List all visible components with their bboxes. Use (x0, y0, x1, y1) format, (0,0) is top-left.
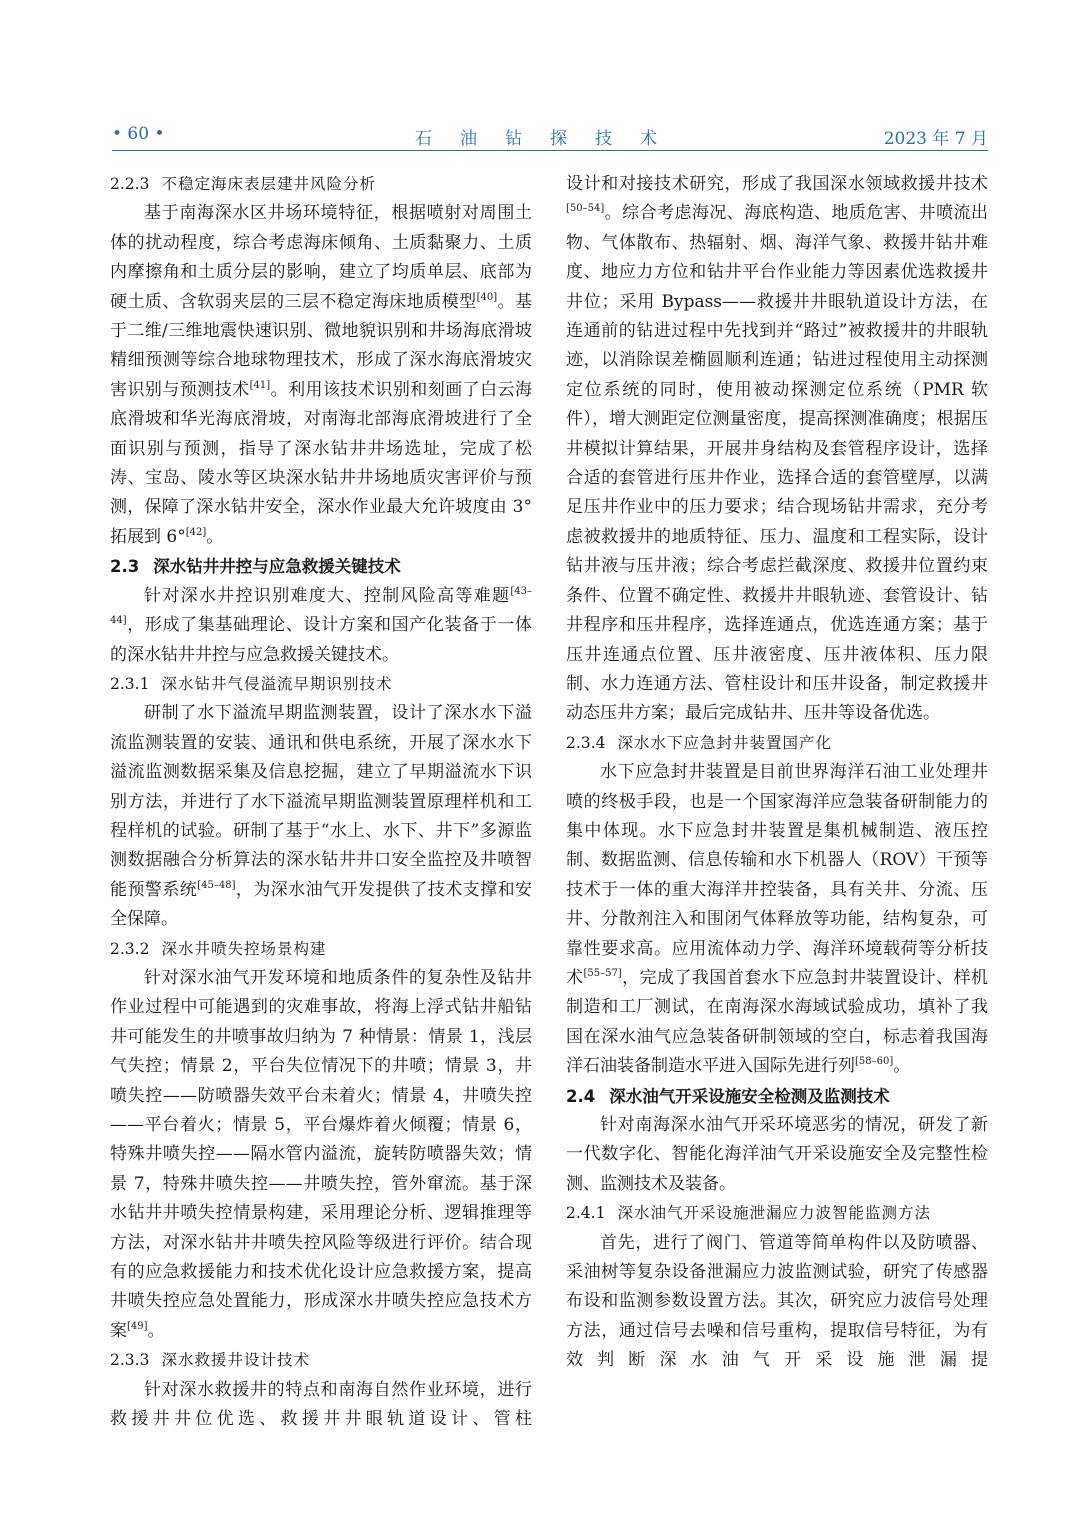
subsection-heading-2-3-2: 2.3.2 深水井喷失控场景构建 (110, 939, 327, 958)
journal-title: 石油钻探技术 (415, 129, 685, 149)
paragraph-2-3-4: 水下应急封井装置是目前世界海洋石油工业处理井喷的终极手段，也是一个国家海洋应急装备研制能力的集中体现。水下应急封井装置是集机械制造、液压控制、数据监测、信息传输和水下机器人（ROV）干预等技术于一体的重大海洋井控装备，具有关井、分流、压井、分散剂注入和围闭气体释放等功能，结构复杂，可靠性要求高。应用流体动力学、海洋环境载荷等分析技术[55–57]，完成了我国首套水下应急封井装置设计、样机制造和工厂测试，在南海深水海域试验成功，填补了我国在深水油气应急装备研制领域的空白，标志着我国海洋石油装备制造水平进入国际先进行列[58–60]。 (566, 762, 989, 1077)
citation-50-54[interactable]: [50–54] (566, 203, 605, 215)
page-number: • 60 • (112, 124, 165, 144)
citation-45-48[interactable]: [45–48] (197, 879, 236, 891)
page-header (112, 122, 988, 151)
section-heading-2-4: 2.4 深水油气开采设施安全检测及监测技术 (566, 1086, 890, 1106)
issue-date: 2023 年 7 月 (883, 129, 988, 149)
paragraph-2-3-2: 针对深水油气开发环境和地质条件的复杂性及钻井作业过程中可能遇到的灾难事故，将海上浮式钻井船钻井可能发生的井喷事故归纳为 7 种情景：情景 1，浅层气失控；情景 2，平台失位情况下的井喷；情景 3，井喷失控——防喷器失效平台未着火；情景 4，井喷失控——平台着火；情景 5，平台爆炸着火倾覆；情景 6，特殊井喷失控——隔水管内溢流，旋转防喷器失效；情景 7，特殊井喷失控——井喷失控，管外窜流。基于深水钻井井喷失控情景构建，采用理论分析、逻辑推理等方法，对深水钻井井喷失控风险等级进行评价。结合现有的应急救援能力和技术优化设计应急救援方案，提高井喷失控应急处置能力，形成深水井喷失控应急技术方案[49]。 (110, 967, 532, 1341)
citation-41[interactable]: [41] (249, 379, 271, 391)
citation-55-57[interactable]: [55–57] (583, 967, 622, 979)
subsection-heading-2-4-1: 2.4.1 深水油气开采设施泄漏应力波智能监测方法 (566, 1204, 931, 1223)
citation-40[interactable]: [40] (476, 291, 498, 303)
paragraph-2-4: 针对南海深水油气开采环境恶劣的情况，研发了新一代数字化、智能化海洋油气开采设施安全及完整性检测、监测技术及装备。 (566, 1115, 988, 1194)
paragraph-2-2-3: 基于南海深水区井场环境特征，根据喷射对周围土体的扰动程度，综合考虑海床倾角、土质黏聚力、土质内摩擦角和土质分层的影响，建立了均质单层、底部为硬土质、含软弱夹层的三层不稳定海床地质模型[40]。基于二维/三维地震快速识别、微地貌识别和井场海底滑坡精细预测等综合地球物理技术，形成了深水海底滑坡灾害识别与预测技术[41]。利用该技术识别和刻画了白云海底滑坡和华光海底滑坡，对南海北部海底滑坡进行了全面识别与预测，指导了深水钻井井场选址，完成了松涛、宝岛、陵水等区块深水钻井井场地质灾害评价与预测，保障了深水钻井安全，深水作业最大允许坡度由 3°拓展到 6°[42]。 (110, 203, 533, 547)
subsection-heading-2-2-3: 2.2.3 不稳定海床表层建井风险分析 (110, 175, 376, 193)
paragraph-2-3: 针对深水井控识别难度大、控制风险高等难题[43–44]，形成了集基础理论、设计方案和国产化装备于一体的深水钻井井控与应急救援关键技术。 (110, 585, 532, 665)
citation-58-60[interactable]: [58–60] (855, 1056, 894, 1068)
citation-43-44[interactable]: [43–44] (110, 585, 532, 627)
citation-49[interactable]: [49] (127, 1320, 148, 1332)
paragraph-2-3-3-start: 针对深水救援井的特点和南海自然作业环境，进行救援井井位优选、救援井井眼轨道设计、管柱 (110, 1379, 532, 1430)
paragraph-2-3-3-continued: 设计和对接技术研究，形成了我国深水领域救援井技术[50–54]。综合考虑海况、海底构造、地质危害、井喷流出物、气体散布、热辐射、烟、海洋气象、救援井钻井难度、地应力方位和钻井平台作业能力等因素优选救援井井位；采用 Bypass——救援井井眼轨道设计方法，在连通前的钻进过程中先找到并“路过”被救援井的井眼轨迹，以消除误差椭圆顺利连通；钻进过程使用主动探测定位系统的同时，使用被动探测定位系统（PMR 软件），增大测距定位测量密度，提高探测准确度；根据压井模拟计算结果，开展井身结构及套管程序设计，选择合适的套管进行压井作业，选择合适的套管壁厚，以满足压井作业中的压力要求；结合现场钻井需求，充分考虑被救援井的地质特征、压力、温度和工程实际，设计钻井液与压井液；综合考虑拦截深度、救援井位置约束条件、位置不确定性、救援井井眼轨迹、套管设计、钻井程序和压井程序，选择连通点，优选连通方案；基于压井连通点位置、压井液密度、压井液体积、压力限制、水力连通方法、管柱设计和压井设备，制定救援井动态压井方案；最后完成钻井、压井等设备优选。 (566, 174, 988, 724)
subsection-heading-2-3-4: 2.3.4 深水水下应急封井装置国产化 (566, 733, 832, 752)
section-heading-2-3: 2.3 深水钻井井控与应急救援关键技术 (110, 557, 401, 577)
paragraph-2-4-1: 首先，进行了阀门、管道等简单构件以及防喷器、采油树等复杂设备泄漏应力波监测试验，研究了传感器布设和监测参数设置方法。其次，研究应力波信号处理方法，通过信号去噪和信号重构，提取信号特征，为有效判断深水油气开采设施泄漏提 (566, 1232, 988, 1371)
paragraph-2-3-1: 研制了水下溢流早期监测装置，设计了深水水下溢流监测装置的安装、通讯和供电系统，开展了深水水下溢流监测数据采集及信息挖掘，建立了早期溢流水下识别方法，并进行了水下溢流早期监测装置原理样机和工程样机的试验。研制了基于“水上、水下、井下”多源监测数据融合分析算法的深水钻井井口安全监控及井喷智能预警系统[45–48]，为深水油气开发提供了技术支撑和安全保障。 (110, 703, 533, 930)
right-column (566, 170, 988, 1376)
left-column (110, 170, 532, 1434)
subsection-heading-2-3-3: 2.3.3 深水救援井设计技术 (110, 1351, 310, 1370)
subsection-heading-2-3-1: 2.3.1 深水钻井气侵溢流早期识别技术 (110, 674, 393, 693)
citation-42[interactable]: [42] (185, 526, 207, 538)
